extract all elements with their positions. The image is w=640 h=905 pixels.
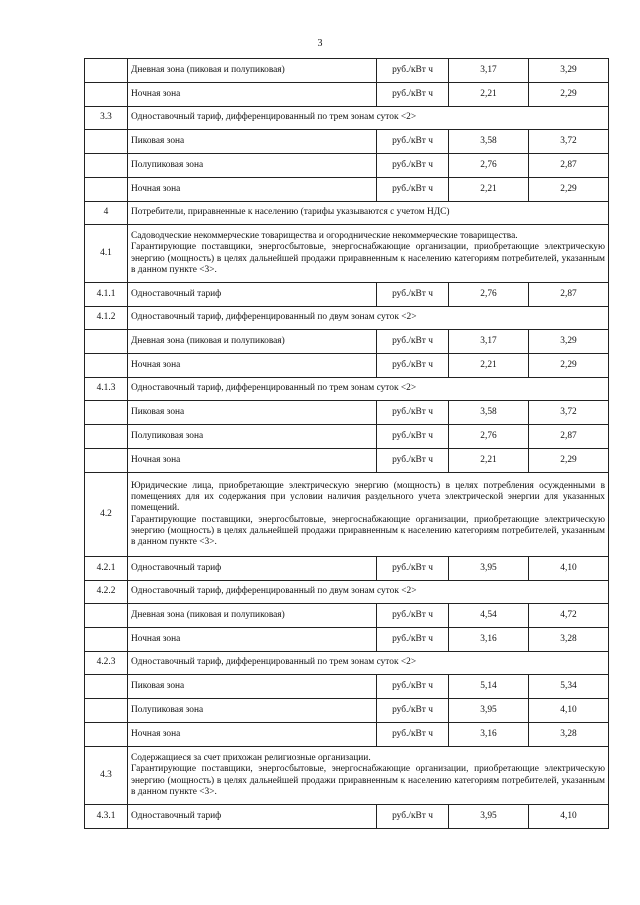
row-number xyxy=(85,354,128,378)
table-row xyxy=(85,805,609,829)
row-number: 4.3 xyxy=(85,747,128,805)
description-paragraph: Юридические лица, приобретающие электрическую энергию (мощность) в целях потребления осужденными в помещениях для их содержания при условии наличия раздельного учета электрической энергии для указанных помещений. xyxy=(131,481,605,514)
row-number: 4.2.2 xyxy=(85,581,128,604)
tariff-value-first-half: 2,21 xyxy=(449,178,529,202)
description-paragraph: Гарантирующие поставщики, энергосбытовые, энергоснабжающие организации, приобретающие электрическую энергию (мощность) в целях дальнейшей продажи приравненным к населению категориям потребителей, указанным в данном пункте <3>. xyxy=(131,764,605,797)
unit-cell: руб./кВт ч xyxy=(377,154,449,178)
unit-cell: руб./кВт ч xyxy=(377,59,449,83)
row-number: 4.2 xyxy=(85,473,128,557)
description-paragraph: Гарантирующие поставщики, энергосбытовые, энергоснабжающие организации, приобретающие электрическую энергию (мощность) в целях дальнейшей продажи приравненным к населению категориям потребителей, указанным в данном пункте <3>. xyxy=(131,514,605,547)
table-row xyxy=(85,378,609,401)
tariff-value-second-half: 2,29 xyxy=(529,354,609,378)
table-row xyxy=(85,675,609,699)
tariff-value-first-half: 2,21 xyxy=(449,354,529,378)
table-row xyxy=(85,330,609,354)
row-number: 4 xyxy=(85,202,128,225)
row-number xyxy=(85,83,128,107)
row-number xyxy=(85,449,128,473)
table-row xyxy=(85,283,609,307)
table-row xyxy=(85,449,609,473)
description-paragraph: Гарантирующие поставщики, энергосбытовые, энергоснабжающие организации, приобретающие электрическую энергию (мощность) в целях дальнейшей продажи приравненным к населению категориям потребителей, указанным в данном пункте <3>. xyxy=(131,242,605,275)
tariff-value-first-half: 3,58 xyxy=(449,130,529,154)
tariff-description: Ночная зона xyxy=(128,354,377,378)
tariff-table xyxy=(84,58,609,829)
tariff-value-second-half: 3,28 xyxy=(529,628,609,652)
tariff-value-second-half: 3,29 xyxy=(529,59,609,83)
description-paragraph: Садоводческие некоммерческие товарищества и огороднические некоммерческие товарищества. xyxy=(131,231,518,242)
tariff-description: Одноставочный тариф xyxy=(128,805,377,829)
tariff-description: Пиковая зона xyxy=(128,401,377,425)
section-heading: Одноставочный тариф, дифференцированный по трем зонам суток <2> xyxy=(128,378,609,401)
row-number: 4.1.2 xyxy=(85,307,128,330)
section-description xyxy=(128,747,609,805)
tariff-description: Полупиковая зона xyxy=(128,699,377,723)
table-row xyxy=(85,699,609,723)
row-number xyxy=(85,628,128,652)
row-number: 4.1.1 xyxy=(85,283,128,307)
tariff-value-second-half: 4,10 xyxy=(529,805,609,829)
table-row xyxy=(85,557,609,581)
tariff-value-second-half: 5,34 xyxy=(529,675,609,699)
tariff-value-second-half: 2,29 xyxy=(529,178,609,202)
tariff-value-first-half: 3,16 xyxy=(449,723,529,747)
row-number xyxy=(85,699,128,723)
unit-cell: руб./кВт ч xyxy=(377,699,449,723)
tariff-description: Одноставочный тариф xyxy=(128,557,377,581)
table-row xyxy=(85,59,609,83)
tariff-value-second-half: 2,29 xyxy=(529,449,609,473)
tariff-value-first-half: 2,21 xyxy=(449,449,529,473)
table-row xyxy=(85,628,609,652)
section-description xyxy=(128,225,609,283)
tariff-value-second-half: 3,29 xyxy=(529,330,609,354)
table-row xyxy=(85,107,609,130)
section-heading: Потребители, приравненные к населению (тарифы указываются с учетом НДС) xyxy=(128,202,609,225)
tariff-description: Ночная зона xyxy=(128,628,377,652)
tariff-value-first-half: 3,16 xyxy=(449,628,529,652)
row-number xyxy=(85,130,128,154)
tariff-value-first-half: 2,21 xyxy=(449,83,529,107)
table-row xyxy=(85,354,609,378)
table-row xyxy=(85,83,609,107)
tariff-value-second-half: 4,72 xyxy=(529,604,609,628)
tariff-value-second-half: 4,10 xyxy=(529,699,609,723)
row-number: 4.1.3 xyxy=(85,378,128,401)
unit-cell: руб./кВт ч xyxy=(377,557,449,581)
tariff-value-second-half: 4,10 xyxy=(529,557,609,581)
unit-cell: руб./кВт ч xyxy=(377,401,449,425)
row-number xyxy=(85,723,128,747)
tariff-description: Дневная зона (пиковая и полупиковая) xyxy=(128,59,377,83)
table-row xyxy=(85,747,609,805)
row-number: 4.3.1 xyxy=(85,805,128,829)
tariff-value-first-half: 2,76 xyxy=(449,425,529,449)
row-number xyxy=(85,675,128,699)
unit-cell: руб./кВт ч xyxy=(377,675,449,699)
table-row xyxy=(85,425,609,449)
tariff-description: Ночная зона xyxy=(128,723,377,747)
tariff-value-first-half: 3,95 xyxy=(449,699,529,723)
tariff-description: Ночная зона xyxy=(128,178,377,202)
table-row xyxy=(85,401,609,425)
tariff-description: Полупиковая зона xyxy=(128,154,377,178)
unit-cell: руб./кВт ч xyxy=(377,425,449,449)
row-number: 4.2.3 xyxy=(85,652,128,675)
tariff-value-first-half: 3,58 xyxy=(449,401,529,425)
tariff-value-first-half: 5,14 xyxy=(449,675,529,699)
tariff-description: Пиковая зона xyxy=(128,130,377,154)
unit-cell: руб./кВт ч xyxy=(377,449,449,473)
tariff-value-second-half: 2,87 xyxy=(529,154,609,178)
section-heading: Одноставочный тариф, дифференцированный по трем зонам суток <2> xyxy=(128,652,609,675)
table-row xyxy=(85,225,609,283)
table-row xyxy=(85,202,609,225)
tariff-description: Дневная зона (пиковая и полупиковая) xyxy=(128,604,377,628)
tariff-description: Одноставочный тариф xyxy=(128,283,377,307)
tariff-value-first-half: 3,95 xyxy=(449,805,529,829)
table-row xyxy=(85,652,609,675)
section-description xyxy=(128,473,609,557)
section-heading: Одноставочный тариф, дифференцированный по трем зонам суток <2> xyxy=(128,107,609,130)
row-number xyxy=(85,425,128,449)
description-paragraph: Содержащиеся за счет прихожан религиозные организации. xyxy=(131,753,371,764)
tariff-value-first-half: 2,76 xyxy=(449,154,529,178)
tariff-value-first-half: 3,17 xyxy=(449,59,529,83)
table-row xyxy=(85,154,609,178)
table-row xyxy=(85,178,609,202)
row-number xyxy=(85,59,128,83)
tariff-value-first-half: 3,95 xyxy=(449,557,529,581)
unit-cell: руб./кВт ч xyxy=(377,330,449,354)
tariff-value-second-half: 3,72 xyxy=(529,130,609,154)
section-heading: Одноставочный тариф, дифференцированный по двум зонам суток <2> xyxy=(128,581,609,604)
unit-cell: руб./кВт ч xyxy=(377,83,449,107)
table-row xyxy=(85,604,609,628)
unit-cell: руб./кВт ч xyxy=(377,604,449,628)
tariff-value-second-half: 2,87 xyxy=(529,425,609,449)
tariff-value-second-half: 2,87 xyxy=(529,283,609,307)
tariff-value-first-half: 3,17 xyxy=(449,330,529,354)
tariff-description: Полупиковая зона xyxy=(128,425,377,449)
table-row xyxy=(85,130,609,154)
table-row xyxy=(85,307,609,330)
tariff-description: Ночная зона xyxy=(128,449,377,473)
tariff-value-first-half: 2,76 xyxy=(449,283,529,307)
tariff-description: Ночная зона xyxy=(128,83,377,107)
row-number xyxy=(85,178,128,202)
row-number: 4.2.1 xyxy=(85,557,128,581)
table-row xyxy=(85,723,609,747)
tariff-value-second-half: 3,28 xyxy=(529,723,609,747)
page-number: 3 xyxy=(317,38,323,49)
tariff-description: Пиковая зона xyxy=(128,675,377,699)
row-number xyxy=(85,604,128,628)
tariff-value-second-half: 3,72 xyxy=(529,401,609,425)
row-number: 3.3 xyxy=(85,107,128,130)
unit-cell: руб./кВт ч xyxy=(377,283,449,307)
unit-cell: руб./кВт ч xyxy=(377,130,449,154)
unit-cell: руб./кВт ч xyxy=(377,723,449,747)
table-row xyxy=(85,581,609,604)
tariff-value-second-half: 2,29 xyxy=(529,83,609,107)
unit-cell: руб./кВт ч xyxy=(377,354,449,378)
unit-cell: руб./кВт ч xyxy=(377,178,449,202)
row-number: 4.1 xyxy=(85,225,128,283)
row-number xyxy=(85,154,128,178)
unit-cell: руб./кВт ч xyxy=(377,805,449,829)
tariff-description: Дневная зона (пиковая и полупиковая) xyxy=(128,330,377,354)
tariff-value-first-half: 4,54 xyxy=(449,604,529,628)
section-heading: Одноставочный тариф, дифференцированный по двум зонам суток <2> xyxy=(128,307,609,330)
row-number xyxy=(85,401,128,425)
unit-cell: руб./кВт ч xyxy=(377,628,449,652)
table-row xyxy=(85,473,609,557)
row-number xyxy=(85,330,128,354)
